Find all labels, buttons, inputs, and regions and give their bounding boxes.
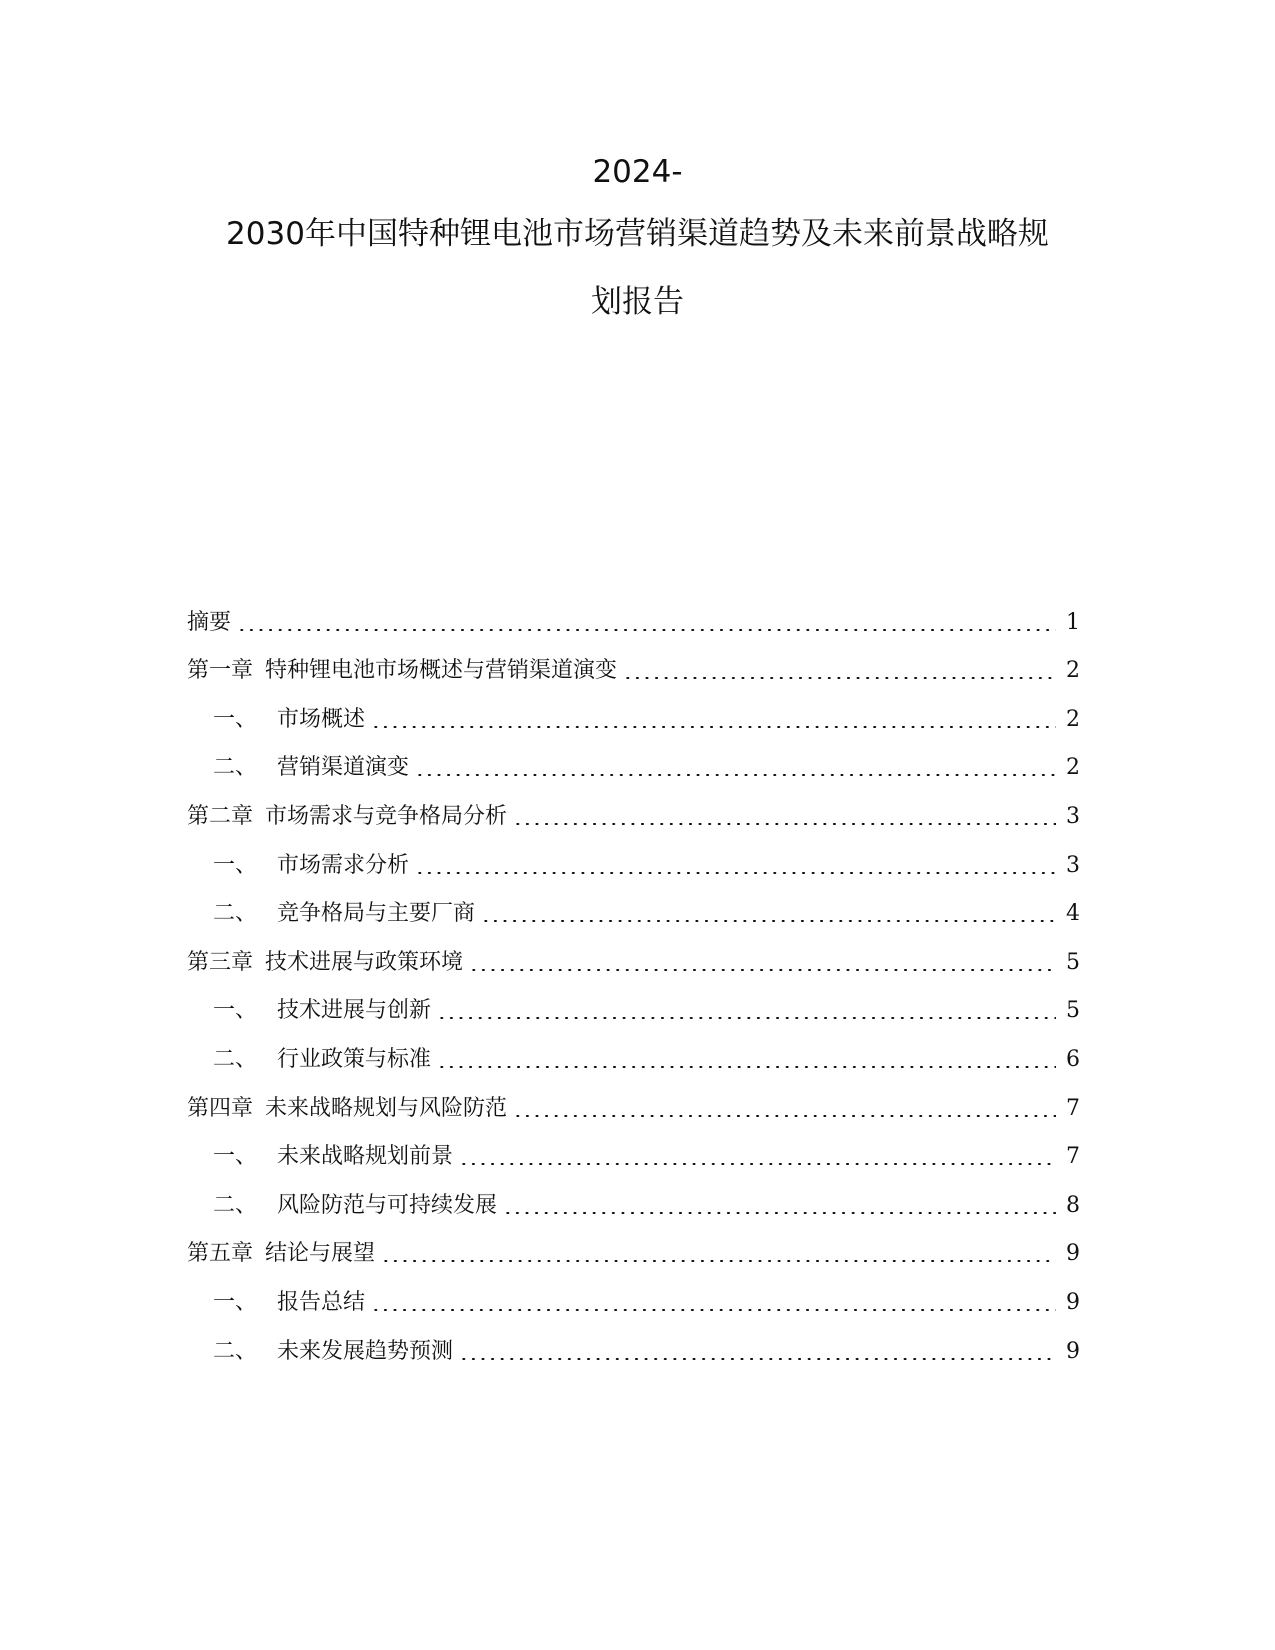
toc-entry-number: 二、 <box>213 1192 258 1218</box>
toc-entry-number: 一、 <box>213 1144 258 1170</box>
report-title-line-3: 划报告 <box>591 284 684 320</box>
toc-entry[interactable] <box>187 647 1080 696</box>
toc-entry-number: 一、 <box>213 998 258 1024</box>
toc-entry[interactable] <box>187 938 1080 987</box>
toc-entry-page-number: 3 <box>1066 852 1080 878</box>
toc-dot-leader <box>459 1358 1056 1360</box>
toc-entry[interactable] <box>187 598 1080 647</box>
toc-dot-leader <box>469 969 1056 971</box>
toc-entry-number: 一、 <box>213 706 258 732</box>
toc-entry-page-number: 5 <box>1066 998 1080 1024</box>
toc-entry-title: 行业政策与标准 <box>277 1046 432 1072</box>
toc-entry-number: 一、 <box>213 1289 258 1315</box>
toc-entry-page-number: 2 <box>1066 755 1080 781</box>
toc-entry[interactable] <box>187 1084 1080 1133</box>
toc-entry-title: 竞争格局与主要厂商 <box>277 901 476 927</box>
toc-entry[interactable] <box>187 987 1080 1036</box>
toc-entry-title: 市场需求分析 <box>277 852 410 878</box>
toc-entry[interactable] <box>187 695 1080 744</box>
toc-entry-title: 风险防范与可持续发展 <box>277 1192 498 1218</box>
toc-entry-title: 技术进展与政策环境 <box>265 949 464 975</box>
toc-entry-title: 特种锂电池市场概述与营销渠道演变 <box>265 658 618 684</box>
toc-entry-title: 报告总结 <box>277 1289 366 1315</box>
toc-entry-page-number: 1 <box>1066 609 1080 635</box>
toc-entry-page-number: 8 <box>1066 1192 1080 1218</box>
report-title-line-2: 2030年中国特种锂电池市场营销渠道趋势及未来前景战略规 <box>226 216 1049 252</box>
toc-entry-page-number: 3 <box>1066 803 1080 829</box>
toc-entry-title: 未来战略规划前景 <box>277 1144 454 1170</box>
toc-entry-page-number: 7 <box>1066 1144 1080 1170</box>
toc-entry-page-number: 9 <box>1066 1338 1080 1364</box>
toc-entry-page-number: 4 <box>1066 901 1080 927</box>
toc-entry-number: 第三章 <box>187 949 254 975</box>
toc-entry[interactable] <box>187 792 1080 841</box>
toc-entry-number: 二、 <box>213 901 258 927</box>
toc-entry-page-number: 9 <box>1066 1241 1080 1267</box>
toc-entry-page-number: 6 <box>1066 1046 1080 1072</box>
toc-entry[interactable] <box>187 1327 1080 1376</box>
toc-entry-page-number: 5 <box>1066 949 1080 975</box>
toc-dot-leader <box>371 1309 1056 1311</box>
toc-entry[interactable] <box>187 1278 1080 1327</box>
toc-entry[interactable] <box>187 1230 1080 1279</box>
toc-entry-page-number: 2 <box>1066 658 1080 684</box>
toc-entry[interactable] <box>187 1181 1080 1230</box>
toc-entry-page-number: 9 <box>1066 1289 1080 1315</box>
toc-entry-number: 第四章 <box>187 1095 254 1121</box>
toc-entry-number: 二、 <box>213 755 258 781</box>
toc-entry[interactable] <box>187 1035 1080 1084</box>
toc-dot-leader <box>371 726 1056 728</box>
toc-entry-number: 二、 <box>213 1046 258 1072</box>
toc-entry-title: 技术进展与创新 <box>277 998 432 1024</box>
toc-entry-title: 市场概述 <box>277 706 366 732</box>
report-title-line-1: 2024- <box>592 154 683 190</box>
toc-entry-title: 结论与展望 <box>265 1241 376 1267</box>
toc-entry-number: 一、 <box>213 852 258 878</box>
toc-entry-title: 营销渠道演变 <box>277 755 410 781</box>
toc-entry-number: 第五章 <box>187 1241 254 1267</box>
toc-entry[interactable] <box>187 841 1080 890</box>
toc-entry-page-number: 7 <box>1066 1095 1080 1121</box>
toc-entry-title: 未来发展趋势预测 <box>277 1338 454 1364</box>
toc-entry-page-number: 2 <box>1066 706 1080 732</box>
toc-dot-leader <box>503 1212 1056 1214</box>
toc-dot-leader <box>459 1163 1056 1165</box>
toc-entry[interactable] <box>187 1133 1080 1182</box>
toc-dot-leader <box>381 1260 1056 1262</box>
toc-dot-leader <box>513 823 1056 825</box>
toc-entry-title: 市场需求与竞争格局分析 <box>265 803 508 829</box>
toc-entry-number: 第一章 <box>187 658 254 684</box>
toc-dot-leader <box>513 1115 1056 1117</box>
table-of-contents <box>187 598 1080 1376</box>
toc-dot-leader <box>437 1066 1056 1068</box>
toc-dot-leader <box>623 677 1056 679</box>
toc-dot-leader <box>237 629 1056 631</box>
toc-dot-leader <box>437 1017 1056 1019</box>
toc-dot-leader <box>415 872 1056 874</box>
toc-entry-number: 二、 <box>213 1338 258 1364</box>
toc-dot-leader <box>415 774 1056 776</box>
toc-dot-leader <box>481 920 1056 922</box>
toc-entry-title: 摘要 <box>187 609 232 635</box>
toc-entry-number: 第二章 <box>187 803 254 829</box>
toc-entry-title: 未来战略规划与风险防范 <box>265 1095 508 1121</box>
toc-entry[interactable] <box>187 744 1080 793</box>
toc-entry[interactable] <box>187 890 1080 939</box>
